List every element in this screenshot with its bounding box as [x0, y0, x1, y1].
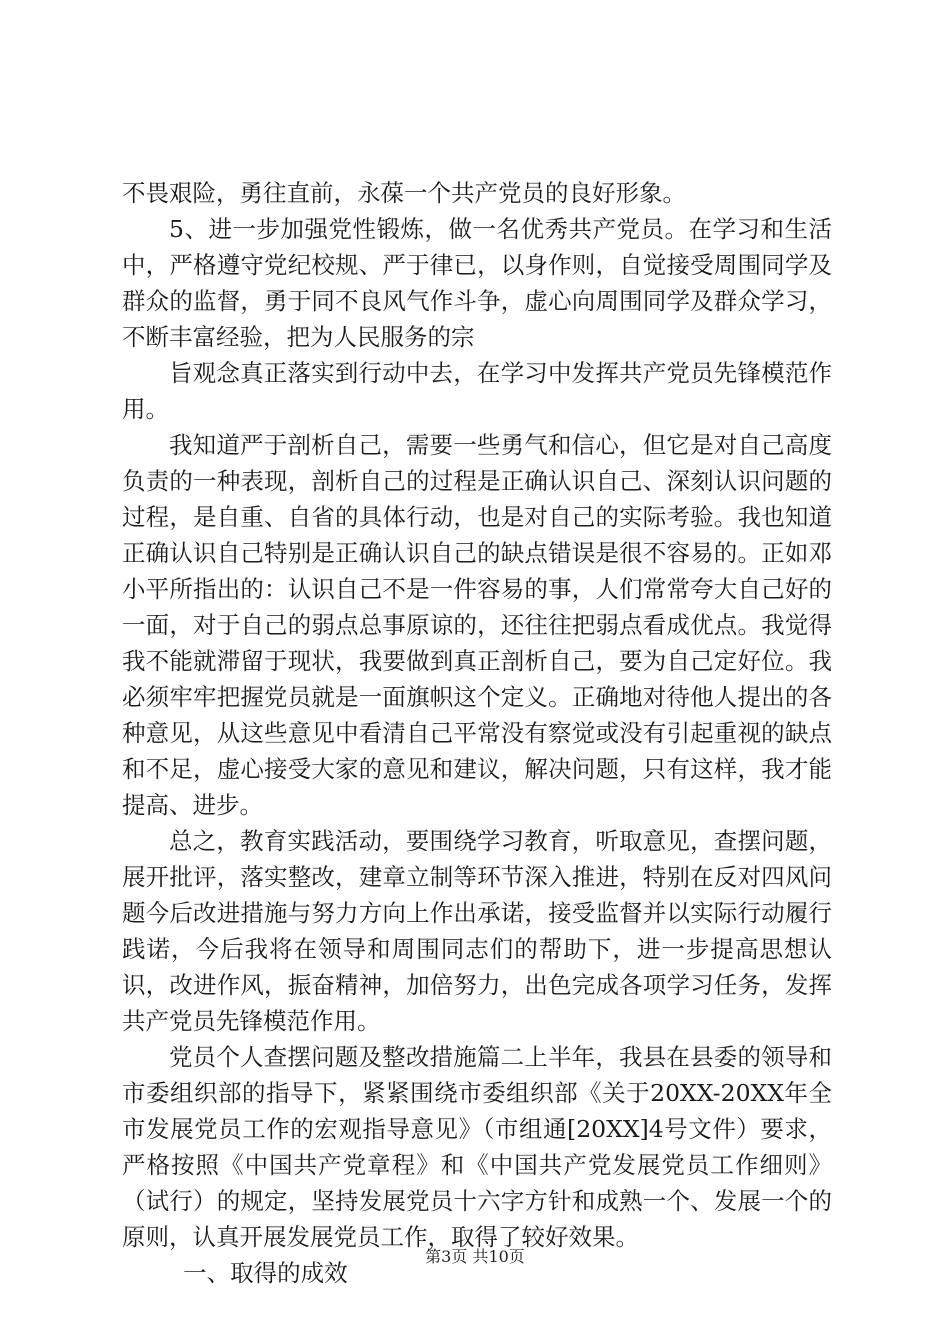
- paragraph-item-5-continued: 旨观念真正落实到行动中去，在学习中发挥共产党员先锋模范作用。: [122, 359, 832, 423]
- paragraph-continuation: 不畏艰险，勇往直前，永葆一个共产党员的良好形象。: [122, 179, 686, 207]
- document-body: [122, 175, 832, 1291]
- paragraph-summary: 总之，教育实践活动，要围绕学习教育，听取意见，查摆问题，展开批评，落实整改，建章立制等环节深入推进，特别在反对四风问题今后改进措施与努力方向上作出承诺，接受监督并以实际行动履行践诺，今后我将在领导和周围同志们的帮助下，进一步提高思想认识，改进作风，振奋精神，加倍努力，出色完成各项学习任务，发挥共产党员先锋模范作用。: [122, 827, 832, 1035]
- page-number-footer: 第3页 共10页: [425, 1247, 525, 1266]
- paragraph-self-analysis: 我知道严于剖析自己，需要一些勇气和信心，但它是对自己高度负责的一种表现，剖析自己的过程是正确认识自己、深刻认识问题的过程，是自重、自省的具体行动，也是对自己的实际考验。我也知道正确认识自己特别是正确认识自己的缺点错误是很不容易的。正如邓小平所指出的：认识自己不是一件容易的事，人们常常夸大自己好的一面，对于自己的弱点总事原谅的，还往往把弱点看成优点。我觉得我不能就滞留于现状，我要做到真正剖析自己，要为自己定好位。我必须牢牢把握党员就是一面旗帜这个定义。正确地对待他人提出的各种意见，从这些意见中看清自己平常没有察觉或没有引起重视的缺点和不足，虚心接受大家的意见和建议，解决问题，只有这样，我才能提高、进步。: [122, 431, 832, 819]
- paragraph-item-5: 5、进一步加强党性锻炼，做一名优秀共产党员。在学习和生活中，严格遵守党纪校规、严于律已，以身作则，自觉接受周围同学及群众的监督，勇于同不良风气作斗争，虚心向周围同学及群众学习，不断丰富经验，把为人民服务的宗: [122, 215, 832, 351]
- paragraph-part-two-intro: 党员个人查摆问题及整改措施篇二上半年，我县在县委的领导和市委组织部的指导下，紧紧围绕市委组织部《关于20XX-20XX年全市发展党员工作的宏观指导意见》（市组通[20XX]4号文件）要求，严格按照《中国共产党章程》和《中国共产党发展党员工作细则》（试行）的规定，坚持发展党员十六字方针和成熟一个、发展一个的原则，认真开展发展党员工作，取得了较好效果。: [122, 1043, 832, 1251]
- section-heading-achievements: 一、取得的成效: [183, 1259, 348, 1287]
